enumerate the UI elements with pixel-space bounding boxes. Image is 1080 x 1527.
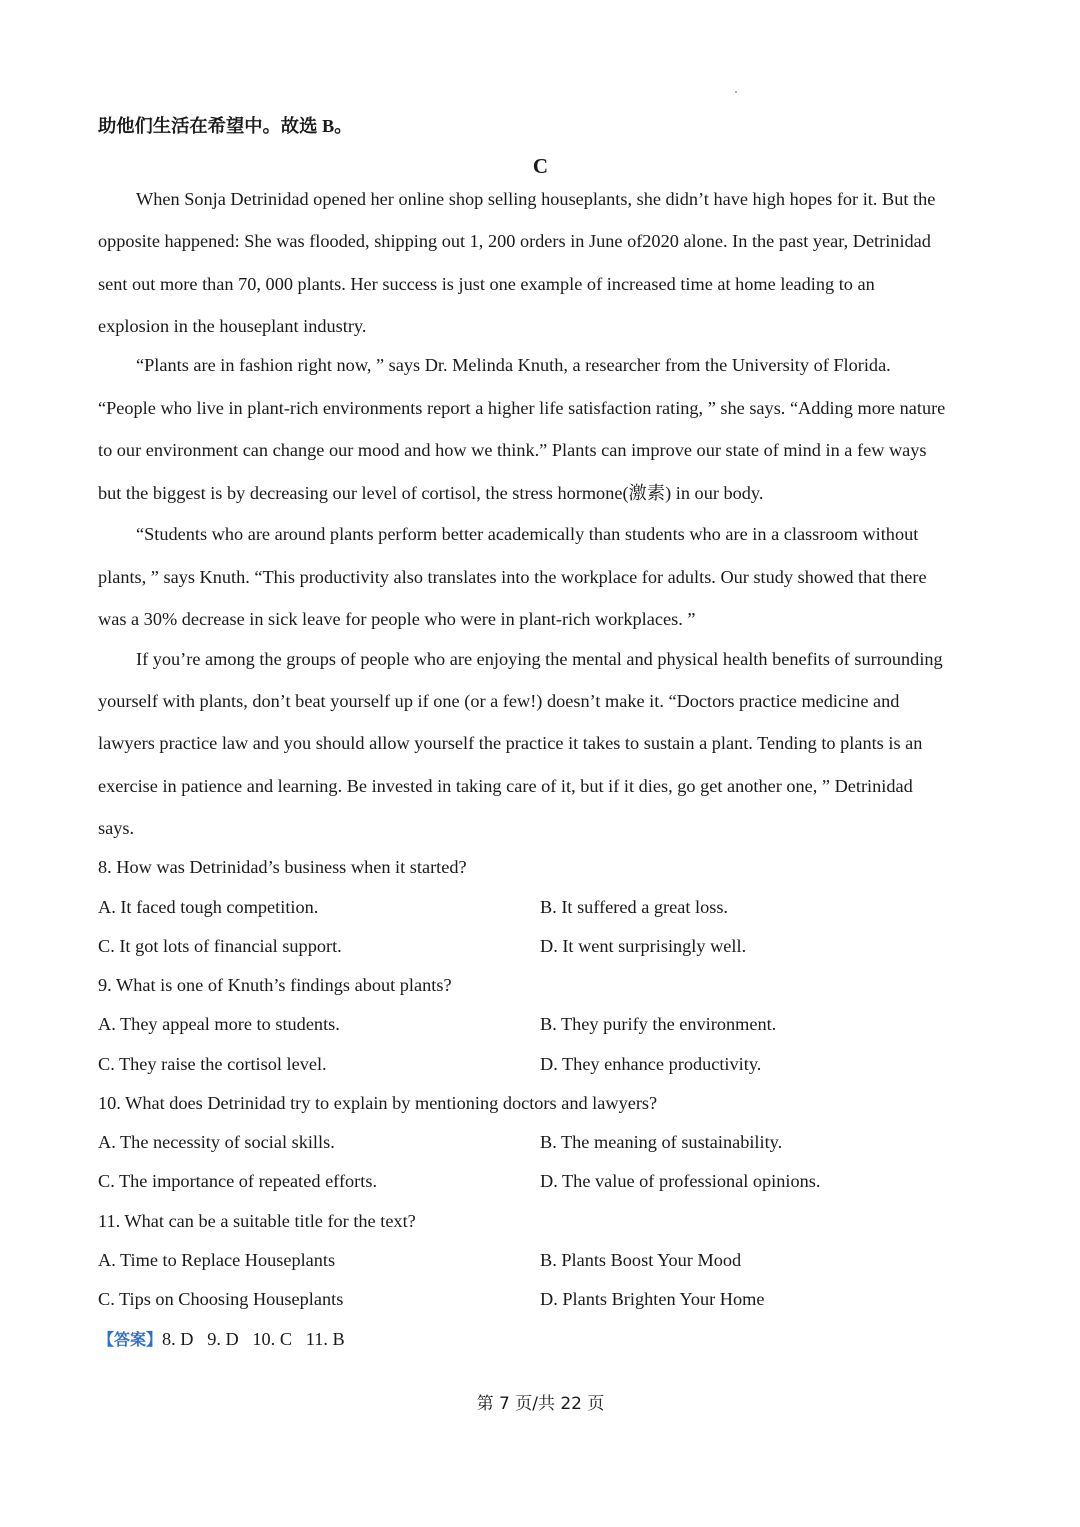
option-d: D. Plants Brighten Your Home xyxy=(540,1289,765,1309)
option-b: B. The meaning of sustainability. xyxy=(540,1132,783,1152)
option-c: C. Tips on Choosing Houseplants xyxy=(98,1289,344,1309)
passage-line: “Plants are in fashion right now, ” says Dr. Melinda Knuth, a researcher from the University of Florida. xyxy=(136,355,891,375)
passage-line: but the biggest is by decreasing our level of cortisol, the stress hormone(激素) in our body. xyxy=(98,483,764,503)
option-a: A. They appeal more to students. xyxy=(98,1014,340,1034)
option-c: C. The importance of repeated efforts. xyxy=(98,1171,378,1191)
question-stem: 8. How was Detrinidad’s business when it started? xyxy=(98,857,467,877)
option-b: B. They purify the environment. xyxy=(540,1014,777,1034)
option-c: C. It got lots of financial support. xyxy=(98,936,342,956)
answer-text: 8. D 9. D 10. C 11. B xyxy=(162,1329,345,1349)
question-stem: 10. What does Detrinidad try to explain by mentioning doctors and lawyers? xyxy=(98,1093,658,1113)
passage-line: exercise in patience and learning. Be invested in taking care of it, but if it dies, go get another one, ” Detrinidad xyxy=(98,776,913,796)
option-d: D. They enhance productivity. xyxy=(540,1054,762,1074)
option-b: B. Plants Boost Your Mood xyxy=(540,1250,742,1270)
passage-line: was a 30% decrease in sick leave for people who were in plant-rich workplaces. ” xyxy=(98,609,696,629)
document-page xyxy=(98,0,988,1527)
option-a: A. It faced tough competition. xyxy=(98,897,319,917)
passage-line: “Students who are around plants perform better academically than students who are in a classroom without xyxy=(136,524,919,544)
passage-line: to our environment can change our mood and how we think.” Plants can improve our state of mind in a few ways xyxy=(98,440,927,460)
passage-line: “People who live in plant-rich environments report a higher life satisfaction rating, ” she says. “Adding more nature xyxy=(98,398,946,418)
option-a: A. The necessity of social skills. xyxy=(98,1132,335,1152)
answer-key xyxy=(98,1328,345,1351)
passage-line: opposite happened: She was flooded, shipping out 1, 200 orders in June of2020 alone. In the past year, Detrinidad xyxy=(98,231,931,251)
option-d: D. It went surprisingly well. xyxy=(540,936,747,956)
passage-line: yourself with plants, don’t beat yourself up if one (or a few!) doesn’t make it. “Doctors practice medicine and xyxy=(98,691,900,711)
option-d: D. The value of professional opinions. xyxy=(540,1171,821,1191)
passage-line: plants, ” says Knuth. “This productivity also translates into the workplace for adults. Our study showed that there xyxy=(98,567,927,587)
passage-line: sent out more than 70, 000 plants. Her success is just one example of increased time at home leading to an xyxy=(98,274,875,294)
option-c: C. They raise the cortisol level. xyxy=(98,1054,327,1074)
passage-line: lawyers practice law and you should allow yourself the practice it takes to sustain a plant. Tending to plants is an xyxy=(98,733,923,753)
answer-label: 【答案】 xyxy=(98,1330,163,1349)
passage-line: If you’re among the groups of people who are enjoying the mental and physical health benefits of surrounding xyxy=(136,649,943,669)
previous-answer-tail: 助他们生活在希望中。故选 B。 xyxy=(98,116,353,136)
option-a: A. Time to Replace Houseplants xyxy=(98,1250,336,1270)
question-stem: 11. What can be a suitable title for the text? xyxy=(98,1211,416,1231)
option-b: B. It suffered a great loss. xyxy=(540,897,729,917)
passage-line: When Sonja Detrinidad opened her online shop selling houseplants, she didn’t have high hopes for it. But the xyxy=(136,189,936,209)
passage-line: explosion in the houseplant industry. xyxy=(98,316,367,336)
question-stem: 9. What is one of Knuth’s findings about plants? xyxy=(98,975,452,995)
page-number-footer: 第 7 页/共 22 页 xyxy=(476,1394,605,1414)
passage-line: says. xyxy=(98,818,135,838)
section-title: C xyxy=(532,154,549,178)
